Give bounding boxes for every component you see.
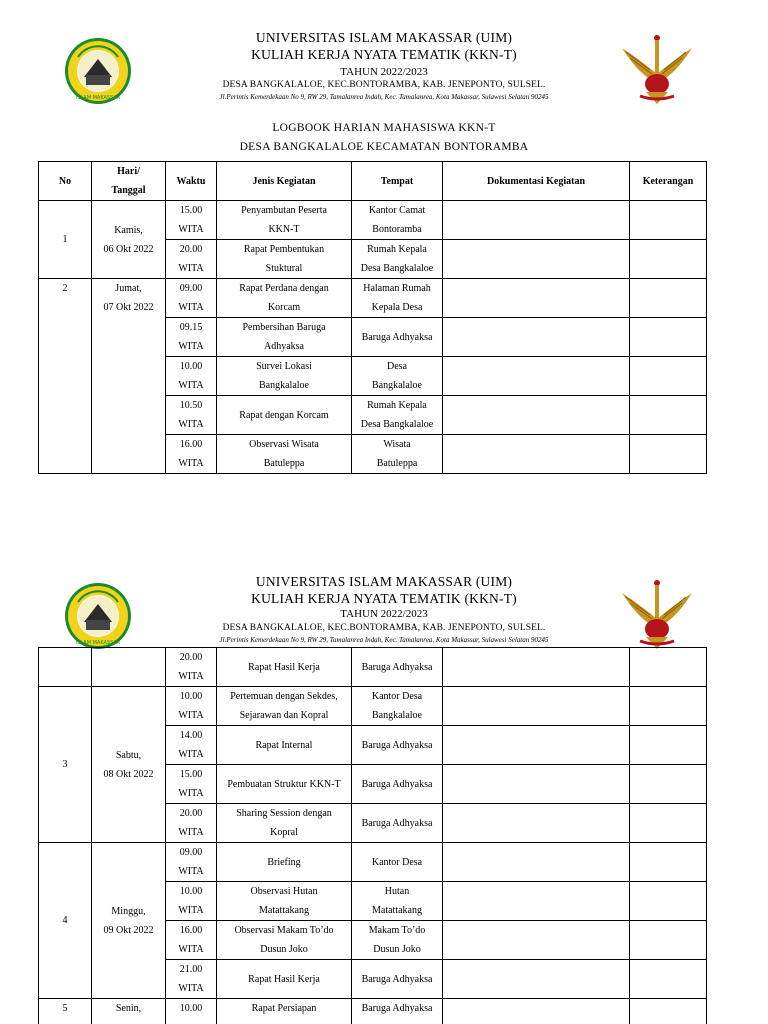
table-row <box>39 687 707 726</box>
jenis-line1: Penyambutan Peserta <box>241 205 327 216</box>
row-dokumentasi <box>443 804 630 843</box>
row-tempat <box>352 396 443 435</box>
waktu-zone: WITA <box>178 263 204 274</box>
row-jenis: Pembuatan Struktur KKN-T <box>217 765 352 804</box>
waktu-time: 21.00 <box>179 964 203 975</box>
waktu-time: 15.00 <box>179 769 203 780</box>
svg-text:ISLAM MAKASSAR: ISLAM MAKASSAR <box>75 640 121 646</box>
waktu-time: 20.00 <box>179 808 203 819</box>
row-jenis: Rapat Hasil Kerja <box>217 960 352 999</box>
table-row <box>39 843 707 882</box>
row-tanggal: 08 Okt 2022 <box>103 768 154 780</box>
row-dokumentasi <box>443 882 630 921</box>
row-no: 4 <box>39 843 92 999</box>
row-keterangan <box>630 318 707 357</box>
row-tempat: Baruga Adhyaksa <box>352 648 443 687</box>
col-tanggal: Tanggal <box>111 185 146 196</box>
row-hari-tanggal <box>92 843 166 999</box>
row-hari: Sabtu, <box>115 749 142 761</box>
row-jenis: Rapat Persiapan <box>217 999 352 1024</box>
row-keterangan <box>630 726 707 765</box>
waktu-zone: WITA <box>178 341 204 352</box>
row-keterangan <box>630 960 707 999</box>
waktu-time: 20.00 <box>179 244 203 255</box>
row-waktu <box>166 687 217 726</box>
logbook-table-2 <box>38 647 707 1024</box>
waktu-time: 09.00 <box>179 847 203 858</box>
row-tempat <box>352 240 443 279</box>
jenis-line1: Survei Lokasi <box>256 361 312 372</box>
tempat-line1: Halaman Rumah <box>363 283 431 294</box>
row-hari: Kamis, <box>114 224 143 236</box>
jenis-line1: Sharing Session dengan <box>236 808 332 819</box>
jenis-line2: Sejarawan dan Kopral <box>239 710 329 721</box>
waktu-time: 10.00 <box>179 691 203 702</box>
waktu-time: 15.00 <box>179 205 203 216</box>
row-tempat: Baruga Adhyaksa <box>352 999 443 1024</box>
tempat-line2: Dusun Joko <box>373 944 421 955</box>
row-tempat <box>352 435 443 474</box>
jenis-line2: Dusun Joko <box>260 944 308 955</box>
waktu-zone: WITA <box>178 944 204 955</box>
jenis-line2: Bangkalaloe <box>259 380 309 391</box>
row-jenis: Rapat Hasil Kerja <box>217 648 352 687</box>
row-tempat <box>352 279 443 318</box>
table-row <box>39 201 707 240</box>
table-row <box>39 999 707 1024</box>
row-waktu <box>166 843 217 882</box>
tempat-line2: Kepala Desa <box>371 302 423 313</box>
row-no: 3 <box>39 687 92 843</box>
uim-logo-icon <box>64 582 132 650</box>
row-waktu <box>166 804 217 843</box>
page-2 <box>0 545 768 1024</box>
row-dokumentasi <box>443 921 630 960</box>
tempat-line2: Desa Bangkalaloe <box>360 263 434 274</box>
uim-logo-icon <box>64 37 132 105</box>
row-keterangan <box>630 240 707 279</box>
tempat-line1: Desa <box>387 361 407 372</box>
row-waktu <box>166 396 217 435</box>
waktu-zone: WITA <box>178 710 204 721</box>
jenis-line1: Rapat Pembentukan <box>243 244 325 255</box>
row-waktu <box>166 240 217 279</box>
jenis-line1: Pembersihan Baruga <box>242 322 326 333</box>
garuda-emblem-icon <box>620 575 694 651</box>
academic-year: TAHUN 2022/2023 <box>340 66 428 78</box>
waktu-zone: WITA <box>178 983 204 994</box>
logbook-table-1 <box>38 161 707 474</box>
tempat-line2: Desa Bangkalaloe <box>360 419 434 430</box>
program-name: KULIAH KERJA NYATA TEMATIK (KKN-T) <box>251 591 517 606</box>
row-keterangan <box>630 882 707 921</box>
row-hari-tanggal <box>92 687 166 843</box>
row-waktu <box>166 201 217 240</box>
waktu-time: 16.00 <box>179 925 203 936</box>
row-dokumentasi <box>443 960 630 999</box>
waktu-zone: WITA <box>178 302 204 313</box>
location-line: DESA BANGKALALOE, KEC.BONTORAMBA, KAB. JENEPONTO, SULSEL. <box>222 80 546 90</box>
col-no: No <box>39 162 92 201</box>
col-keterangan: Keterangan <box>630 162 707 201</box>
row-jenis: Rapat Internal <box>217 726 352 765</box>
row-waktu <box>166 318 217 357</box>
row-dokumentasi <box>443 765 630 804</box>
row-tanggal: 09 Okt 2022 <box>103 924 154 936</box>
row-hari-tanggal <box>92 201 166 279</box>
garuda-emblem-icon <box>620 30 694 106</box>
tempat-line2: Bangkalaloe <box>372 380 422 391</box>
row-keterangan <box>630 804 707 843</box>
row-jenis <box>217 201 352 240</box>
row-waktu <box>166 882 217 921</box>
row-tanggal: 06 Okt 2022 <box>103 243 154 255</box>
row-jenis <box>217 279 352 318</box>
row-dokumentasi <box>443 240 630 279</box>
row-tempat <box>352 201 443 240</box>
row-dokumentasi <box>443 999 630 1024</box>
row-tanggal: 07 Okt 2022 <box>103 302 154 313</box>
row-keterangan <box>630 843 707 882</box>
row-keterangan <box>630 648 707 687</box>
row-jenis <box>217 804 352 843</box>
row-tempat: Baruga Adhyaksa <box>352 765 443 804</box>
col-jenis: Jenis Kegiatan <box>217 162 352 201</box>
waktu-time: 10.00 <box>179 361 203 372</box>
waktu-time: 14.00 <box>179 730 203 741</box>
row-no: 1 <box>39 201 92 279</box>
university-name: UNIVERSITAS ISLAM MAKASSAR (UIM) <box>255 574 513 589</box>
waktu-time: 10.50 <box>179 400 203 411</box>
tempat-line1: Rumah Kepala <box>367 400 427 411</box>
row-waktu <box>166 279 217 318</box>
row-keterangan <box>630 357 707 396</box>
col-waktu: Waktu <box>166 162 217 201</box>
row-tempat: Kantor Desa <box>352 843 443 882</box>
table-row <box>39 279 707 318</box>
svg-text:ISLAM MAKASSAR: ISLAM MAKASSAR <box>75 95 121 101</box>
location-line: DESA BANGKALALOE, KEC.BONTORAMBA, KAB. JENEPONTO, SULSEL. <box>222 623 546 633</box>
row-dokumentasi <box>443 726 630 765</box>
row-tempat: Baruga Adhyaksa <box>352 960 443 999</box>
jenis-line2: Batuleppa <box>263 458 305 469</box>
row-tempat <box>352 921 443 960</box>
letterhead <box>0 0 768 110</box>
row-dokumentasi <box>443 396 630 435</box>
waktu-zone: WITA <box>178 866 204 877</box>
row-tempat <box>352 687 443 726</box>
waktu-zone: WITA <box>178 224 204 235</box>
row-jenis <box>217 240 352 279</box>
row-tempat: Baruga Adhyaksa <box>352 318 443 357</box>
row-jenis: Rapat dengan Korcam <box>217 396 352 435</box>
row-waktu: 10.00 <box>166 999 217 1024</box>
tempat-line2: Matattakang <box>372 905 422 916</box>
jenis-line2: Adhyaksa <box>264 341 304 352</box>
row-keterangan <box>630 687 707 726</box>
row-tempat <box>352 882 443 921</box>
page-1 <box>0 0 768 500</box>
row-dokumentasi <box>443 435 630 474</box>
row-dokumentasi <box>443 648 630 687</box>
row-no: 2 <box>39 279 92 474</box>
row-jenis: Briefing <box>217 843 352 882</box>
row-jenis <box>217 435 352 474</box>
waktu-zone: WITA <box>178 827 204 838</box>
table-header-row <box>39 162 707 201</box>
row-hari-tanggal <box>92 648 166 687</box>
row-tempat <box>352 357 443 396</box>
waktu-zone: WITA <box>178 419 204 430</box>
row-keterangan <box>630 396 707 435</box>
row-keterangan <box>630 435 707 474</box>
waktu-time: 10.00 <box>179 886 203 897</box>
waktu-zone: WITA <box>178 458 204 469</box>
row-jenis <box>217 318 352 357</box>
row-hari: Senin, <box>92 999 166 1024</box>
row-keterangan <box>630 201 707 240</box>
jenis-line2: Matattakang <box>259 905 309 916</box>
waktu-time: 16.00 <box>179 439 203 450</box>
row-waktu <box>166 921 217 960</box>
jenis-line1: Observasi Wisata <box>249 439 319 450</box>
university-name: UNIVERSITAS ISLAM MAKASSAR (UIM) <box>255 30 513 45</box>
row-keterangan <box>630 765 707 804</box>
jenis-line1: Observasi Hutan <box>250 886 318 897</box>
row-dokumentasi <box>443 357 630 396</box>
table-row <box>39 648 707 687</box>
logbook-subtitle: DESA BANGKALALOE KECAMATAN BONTORAMBA <box>239 141 529 153</box>
row-jenis <box>217 882 352 921</box>
row-waktu <box>166 648 217 687</box>
jenis-line2: KKN-T <box>268 224 300 235</box>
tempat-line1: Kantor Desa <box>371 691 423 702</box>
row-keterangan <box>630 999 707 1024</box>
address-line: Jl.Perintis Kemerdekaan No 9, RW 29, Tamalanrea Indah, Kec. Tamalanrea, Kota Makassar, Sulawesi Selatan 90245 <box>219 93 549 101</box>
jenis-line2: Kopral <box>270 827 298 838</box>
academic-year: TAHUN 2022/2023 <box>340 608 428 620</box>
row-no: 5 <box>39 999 92 1024</box>
jenis-line2: Stuktural <box>265 263 303 274</box>
program-name: KULIAH KERJA NYATA TEMATIK (KKN-T) <box>251 47 517 62</box>
row-dokumentasi <box>443 201 630 240</box>
row-tempat: Baruga Adhyaksa <box>352 726 443 765</box>
logbook-title: LOGBOOK HARIAN MAHASISWA KKN-T <box>272 122 496 134</box>
col-hari-tanggal <box>92 162 166 201</box>
row-waktu <box>166 726 217 765</box>
row-hari: Minggu, <box>111 905 146 917</box>
waktu-zone: WITA <box>178 788 204 799</box>
waktu-zone: WITA <box>178 749 204 760</box>
row-dokumentasi <box>443 843 630 882</box>
row-no <box>39 648 92 687</box>
waktu-time: 09.15 <box>179 322 203 333</box>
row-tempat: Baruga Adhyaksa <box>352 804 443 843</box>
waktu-zone: WITA <box>178 380 204 391</box>
row-waktu <box>166 960 217 999</box>
tempat-line1: Hutan <box>384 886 410 897</box>
row-dokumentasi <box>443 279 630 318</box>
tempat-line1: Kantor Camat <box>368 205 426 216</box>
waktu-time: 20.00 <box>179 652 203 663</box>
col-dokumentasi: Dokumentasi Kegiatan <box>443 162 630 201</box>
row-waktu <box>166 765 217 804</box>
waktu-zone: WITA <box>178 905 204 916</box>
letterhead <box>0 545 768 655</box>
row-hari-tanggal <box>92 279 166 474</box>
tempat-line1: Rumah Kepala <box>367 244 427 255</box>
col-tempat: Tempat <box>352 162 443 201</box>
tempat-line2: Bontoramba <box>372 224 422 235</box>
tempat-line2: Bangkalaloe <box>372 710 422 721</box>
row-waktu <box>166 357 217 396</box>
tempat-line2: Batuleppa <box>376 458 418 469</box>
row-dokumentasi <box>443 318 630 357</box>
row-keterangan <box>630 921 707 960</box>
row-hari: Jumat, <box>115 283 142 294</box>
waktu-time: 09.00 <box>179 283 203 294</box>
tempat-line1: Wisata <box>383 439 411 450</box>
jenis-line1: Pertemuan dengan Sekdes, <box>230 691 338 702</box>
jenis-line1: Observasi Makam To’do <box>234 925 334 936</box>
row-jenis <box>217 921 352 960</box>
col-hari: Hari/ <box>117 166 140 177</box>
row-dokumentasi <box>443 687 630 726</box>
row-waktu <box>166 435 217 474</box>
row-keterangan <box>630 279 707 318</box>
tempat-line1: Makam To’do <box>368 925 426 936</box>
jenis-line1: Rapat Perdana dengan <box>239 283 329 294</box>
jenis-line2: Korcam <box>267 302 301 313</box>
address-line: Jl.Perintis Kemerdekaan No 9, RW 29, Tamalanrea Indah, Kec. Tamalanrea, Kota Makassar, Sulawesi Selatan 90245 <box>219 636 549 644</box>
waktu-zone: WITA <box>178 671 204 682</box>
row-jenis <box>217 357 352 396</box>
row-jenis <box>217 687 352 726</box>
